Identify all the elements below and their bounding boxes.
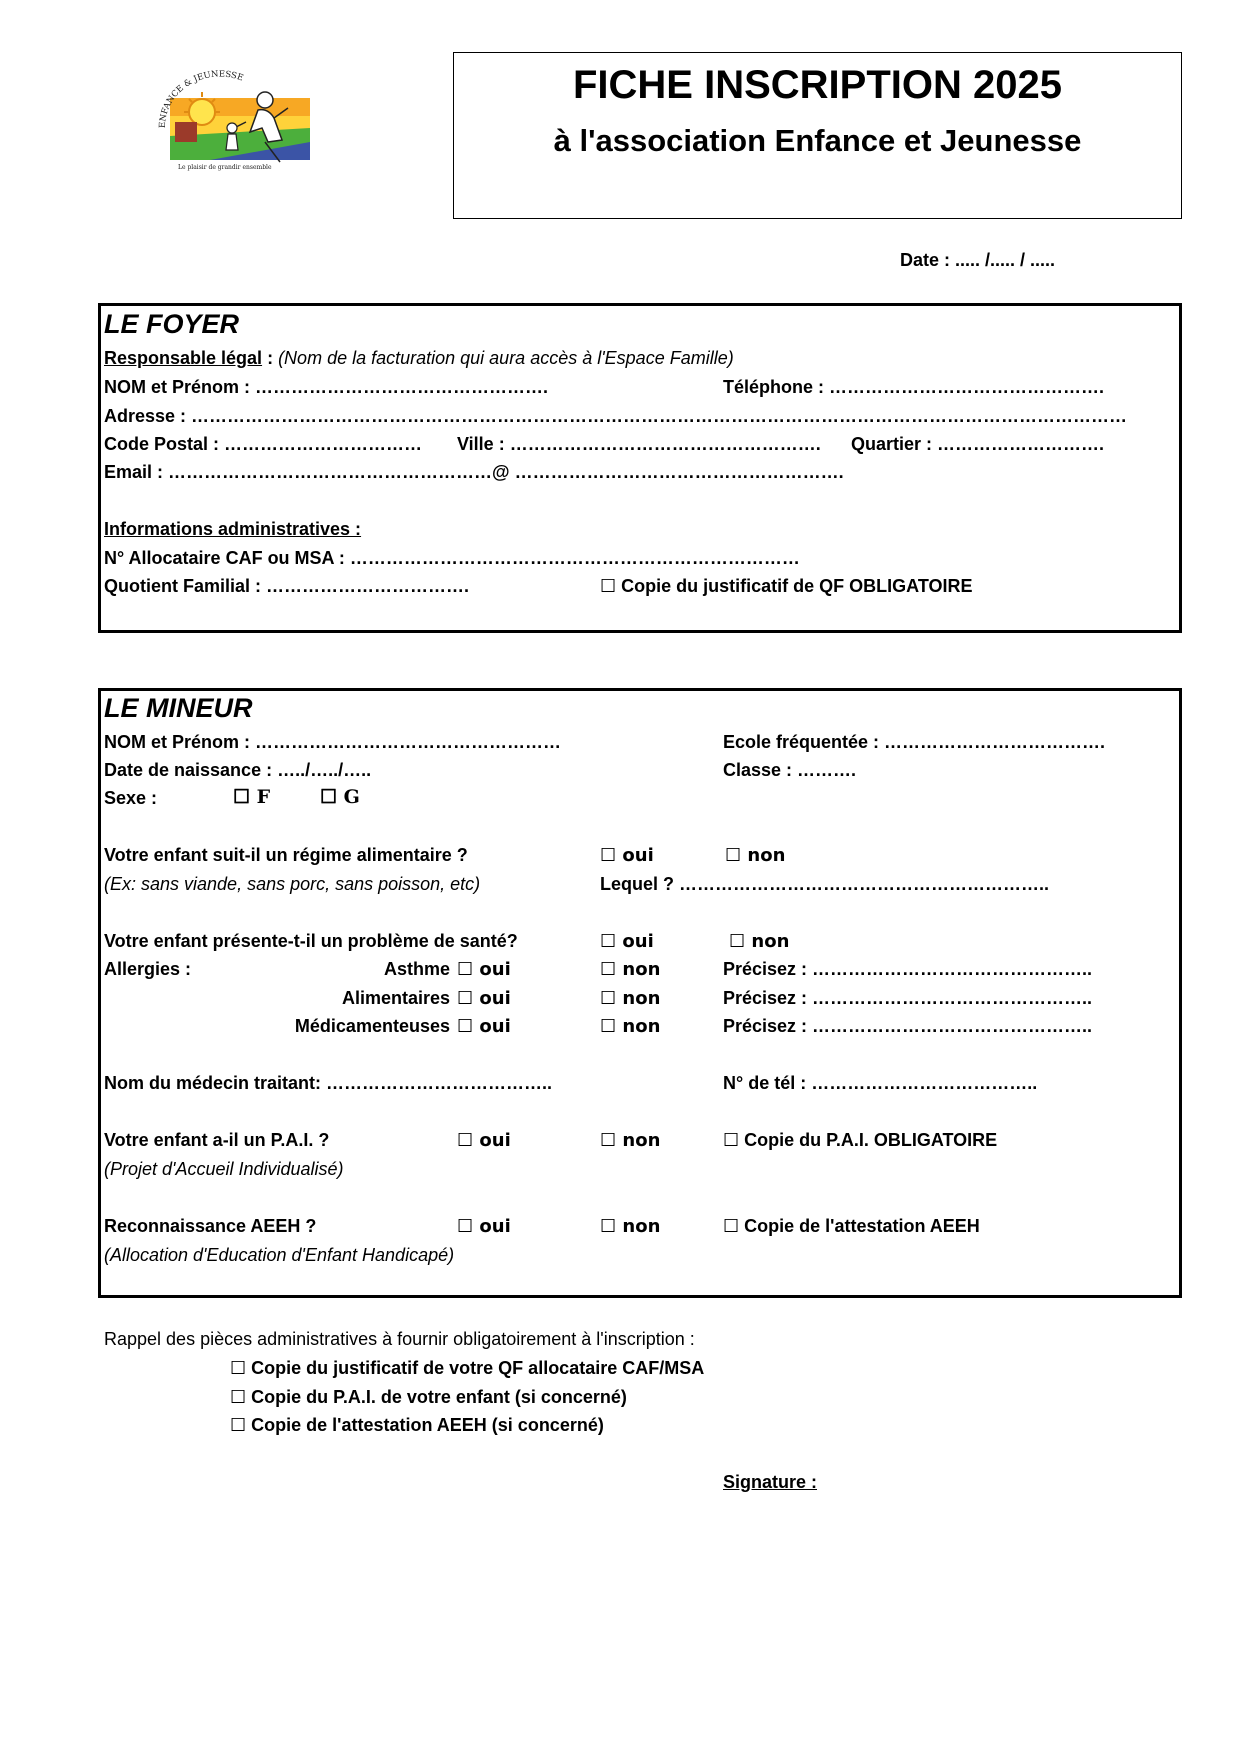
rappel-intro: Rappel des pièces administratives à fournir obligatoirement à l'inscription : [104, 1329, 695, 1349]
pai-copie-label: Copie du P.A.I. OBLIGATOIRE [744, 1130, 998, 1150]
sante-oui-checkbox[interactable]: ☐ oui [600, 931, 654, 952]
page-subtitle: à l'association Enfance et Jeunesse [553, 123, 1082, 158]
rappel-item-label: Copie de l'attestation AEEH (si concerné) [251, 1415, 604, 1435]
checkbox-icon[interactable]: ☐ [230, 1358, 247, 1379]
mineur-title: LE MINEUR [104, 693, 253, 723]
sante-non-checkbox[interactable]: ☐ non [729, 931, 790, 952]
admin-title: Informations administratives : [104, 519, 362, 539]
regime-non-checkbox[interactable]: ☐ non [725, 845, 786, 866]
foyer-title: LE FOYER [104, 309, 240, 339]
lequel-field[interactable]: Lequel ? …………………………………………………….. [600, 874, 1050, 894]
sexe-label: Sexe : [104, 788, 158, 808]
responsable-colon: : [262, 348, 274, 368]
aeeh-question: Reconnaissance AEEH ? [104, 1216, 317, 1236]
pai-oui-checkbox[interactable]: ☐ oui [457, 1130, 511, 1151]
copie-qf-label: Copie du justificatif de QF OBLIGATOIRE [621, 576, 973, 596]
classe-field[interactable]: Classe : ………. [723, 760, 857, 780]
responsable-note: (Nom de la facturation qui aura accès à l'Espace Famille) [273, 348, 734, 368]
association-logo [150, 70, 330, 180]
foyer-email-field[interactable]: Email : ………………………………………………@ ………………………………………………. [104, 462, 844, 482]
sante-question: Votre enfant présente-t-il un problème de santé? [104, 931, 518, 951]
aeeh-oui-checkbox[interactable]: ☐ oui [457, 1216, 511, 1237]
pai-non-checkbox[interactable]: ☐ non [600, 1130, 661, 1151]
allergy-alimentaires-non-checkbox[interactable]: ☐ non [600, 988, 661, 1009]
aeeh-note: (Allocation d'Education d'Enfant Handicapé) [104, 1245, 455, 1265]
copie-qf-item[interactable] [600, 576, 973, 597]
allergy-asthme-oui-checkbox[interactable]: ☐ oui [457, 959, 511, 980]
medecin-tel-field[interactable]: N° de tél : ……………………………….. [723, 1073, 1038, 1093]
regime-oui-checkbox[interactable]: ☐ oui [600, 845, 654, 866]
allergy-medicamenteuses-oui-checkbox[interactable]: ☐ oui [457, 1016, 511, 1037]
regime-question: Votre enfant suit-il un régime alimentaire ? [104, 845, 468, 865]
medecin-field[interactable]: Nom du médecin traitant: ……………………………….. [104, 1073, 553, 1093]
allergy-medicamenteuses-non-checkbox[interactable]: ☐ non [600, 1016, 661, 1037]
allergies-label: Allergies : [104, 959, 192, 979]
sexe-f-checkbox[interactable]: ☐ F [233, 786, 271, 808]
page-title: FICHE INSCRIPTION 2025 [572, 63, 1062, 107]
pai-note: (Projet d'Accueil Individualisé) [104, 1159, 344, 1179]
aeeh-copie-item[interactable] [723, 1216, 980, 1237]
pai-copie-item[interactable] [723, 1130, 997, 1151]
checkbox-icon[interactable]: ☐ [600, 576, 617, 597]
rappel-item[interactable] [230, 1415, 604, 1436]
allergy-medicamenteuses-label: Médicamenteuses [294, 1016, 450, 1036]
allergy-asthme-non-checkbox[interactable]: ☐ non [600, 959, 661, 980]
rappel-item-label: Copie du P.A.I. de votre enfant (si concerné) [251, 1387, 627, 1407]
aeeh-copie-label: Copie de l'attestation AEEH [744, 1216, 980, 1236]
allergy-alimentaires-precisez-field[interactable]: Précisez : ……………………………………….. [723, 988, 1093, 1008]
foyer-quartier-field[interactable]: Quartier : ………………………. [851, 434, 1105, 454]
foyer-code-postal-field[interactable]: Code Postal : …………………………… [104, 434, 423, 454]
title-box [453, 52, 1182, 219]
quotient-field[interactable]: Quotient Familial : ……………………………. [104, 576, 470, 596]
allocataire-field[interactable]: N° Allocataire CAF ou MSA : ………………………………………………………………… [104, 548, 800, 568]
rappel-item-label: Copie du justificatif de votre QF allocataire CAF/MSA [251, 1358, 705, 1378]
allergy-asthme-precisez-field[interactable]: Précisez : ……………………………………….. [723, 959, 1093, 979]
allergy-asthme-label: Asthme [383, 959, 450, 979]
checkbox-icon[interactable]: ☐ [723, 1216, 740, 1237]
allergy-alimentaires-oui-checkbox[interactable]: ☐ oui [457, 988, 511, 1009]
rappel-item[interactable] [230, 1387, 627, 1408]
allergy-alimentaires-label: Alimentaires [341, 988, 450, 1008]
checkbox-icon[interactable]: ☐ [230, 1387, 247, 1408]
date-field[interactable]: Date : ..... /..... / ..... [900, 250, 1056, 270]
sexe-g-checkbox[interactable]: ☐ G [320, 786, 360, 808]
logo-arc-text: ENFANCE & JEUNESSE [157, 70, 245, 129]
signature-label[interactable]: Signature : [723, 1472, 818, 1492]
responsable-line [104, 348, 734, 369]
allergy-medicamenteuses-precisez-field[interactable]: Précisez : ……………………………………….. [723, 1016, 1093, 1036]
logo-tagline: Le plaisir de grandir ensemble [178, 164, 272, 171]
foyer-ville-field[interactable]: Ville : ……………………………………………. [457, 434, 821, 454]
foyer-adresse-field[interactable]: Adresse : ………………………………………………………………………………………………………………………………………… [104, 406, 1128, 426]
regime-note: (Ex: sans viande, sans porc, sans poisson, etc) [104, 874, 481, 894]
pai-question: Votre enfant a-il un P.A.I. ? [104, 1130, 330, 1150]
foyer-nom-field[interactable]: NOM et Prénom : …………………………………………. [104, 377, 549, 397]
ecole-field[interactable]: Ecole fréquentée : ………………………………. [723, 732, 1106, 752]
mineur-nom-field[interactable]: NOM et Prénom : …………………………………………… [104, 732, 562, 752]
foyer-telephone-field[interactable]: Téléphone : ………………………………………. [723, 377, 1105, 397]
aeeh-non-checkbox[interactable]: ☐ non [600, 1216, 661, 1237]
checkbox-icon[interactable]: ☐ [230, 1415, 247, 1436]
checkbox-icon[interactable]: ☐ [723, 1130, 740, 1151]
responsable-label: Responsable légal [104, 348, 263, 368]
rappel-item[interactable] [230, 1358, 704, 1379]
naissance-field[interactable]: Date de naissance : …../…../….. [104, 760, 372, 780]
